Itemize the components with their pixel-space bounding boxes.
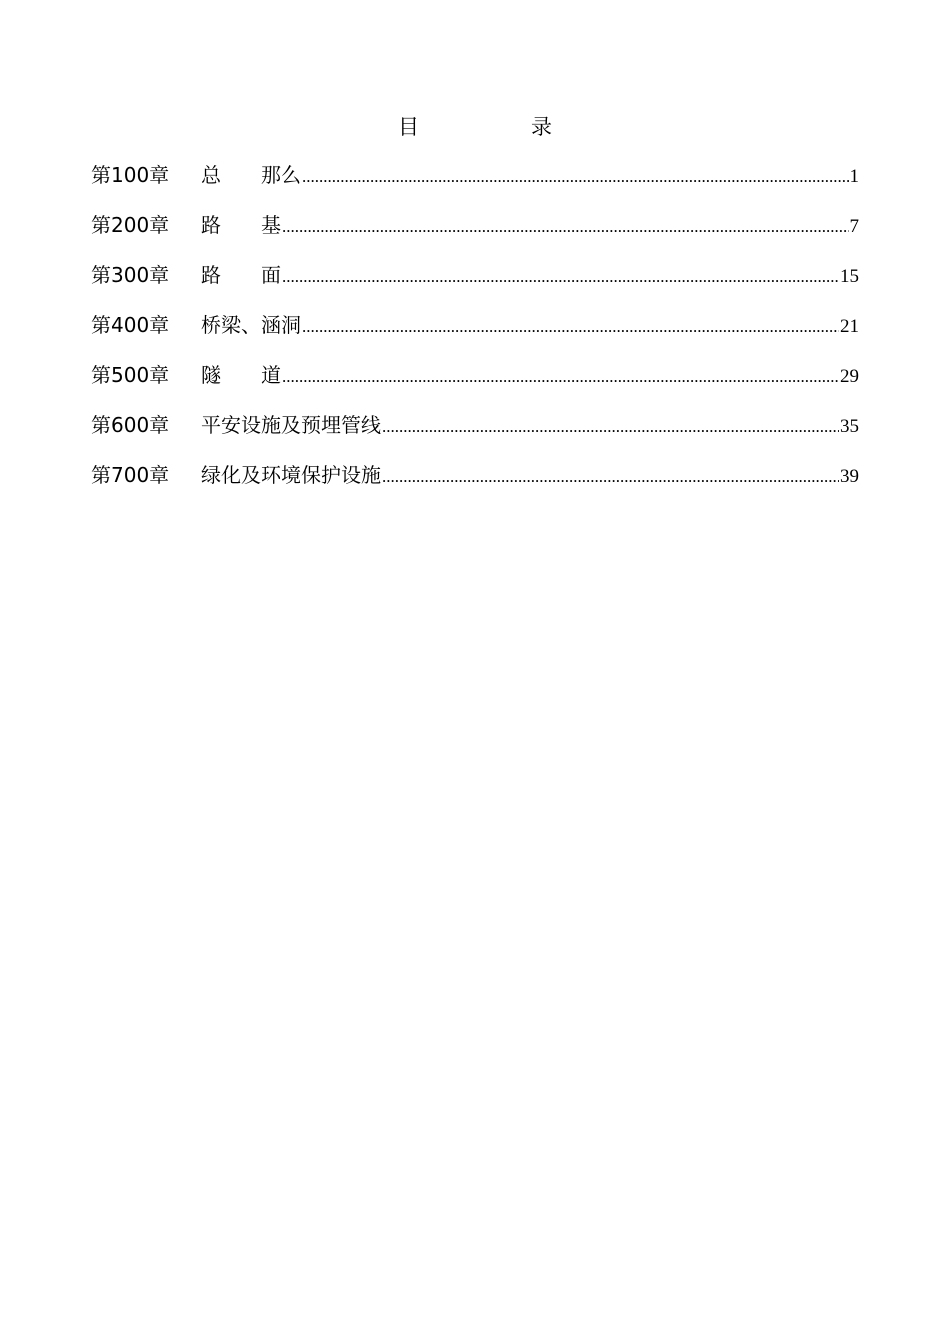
toc-chapter-title: 路 基 (201, 213, 281, 237)
toc-chapter-title: 隧 道 (201, 363, 281, 387)
toc-page-number: 35 (840, 416, 859, 437)
toc-chapter-number: 第500章 (91, 363, 170, 387)
toc-leader-dots (382, 462, 839, 492)
toc-page-number: 1 (849, 166, 859, 187)
toc-title-left: 目 (398, 115, 419, 139)
toc-page-number: 15 (840, 266, 859, 287)
toc-leader-dots (302, 162, 849, 192)
toc-page-number: 29 (840, 366, 859, 387)
toc-entry-300[interactable] (91, 260, 859, 310)
toc-page-number: 21 (840, 316, 859, 337)
toc-chapter-number: 第100章 (91, 163, 170, 187)
toc-page-number: 39 (840, 466, 859, 487)
toc-chapter-number: 第200章 (91, 213, 170, 237)
toc-entry-200[interactable] (91, 210, 859, 260)
toc-entry-600[interactable] (91, 410, 859, 460)
toc-chapter-title: 总 那么 (201, 163, 301, 187)
toc-chapter-title: 桥梁、涵洞 (201, 313, 301, 337)
toc-entry-400[interactable] (91, 310, 859, 360)
toc-chapter-title: 路 面 (201, 263, 281, 287)
toc-leader-dots (282, 262, 839, 292)
toc-chapter-number: 第700章 (91, 463, 170, 487)
toc-chapter-number: 第300章 (91, 263, 170, 287)
toc-title (0, 112, 950, 142)
toc-chapter-title: 平安设施及预埋管线 (201, 413, 381, 437)
toc-title-right: 录 (531, 115, 552, 139)
toc-entry-500[interactable] (91, 360, 859, 410)
toc-leader-dots (282, 362, 839, 392)
toc-chapter-number: 第400章 (91, 313, 170, 337)
toc-page-number: 7 (849, 216, 859, 237)
toc-list (91, 160, 859, 510)
toc-leader-dots (282, 212, 849, 242)
toc-chapter-number: 第600章 (91, 413, 170, 437)
toc-chapter-title: 绿化及环境保护设施 (201, 463, 381, 487)
toc-leader-dots (302, 312, 839, 342)
toc-entry-700[interactable] (91, 460, 859, 510)
toc-entry-100[interactable] (91, 160, 859, 210)
toc-leader-dots (382, 412, 839, 442)
